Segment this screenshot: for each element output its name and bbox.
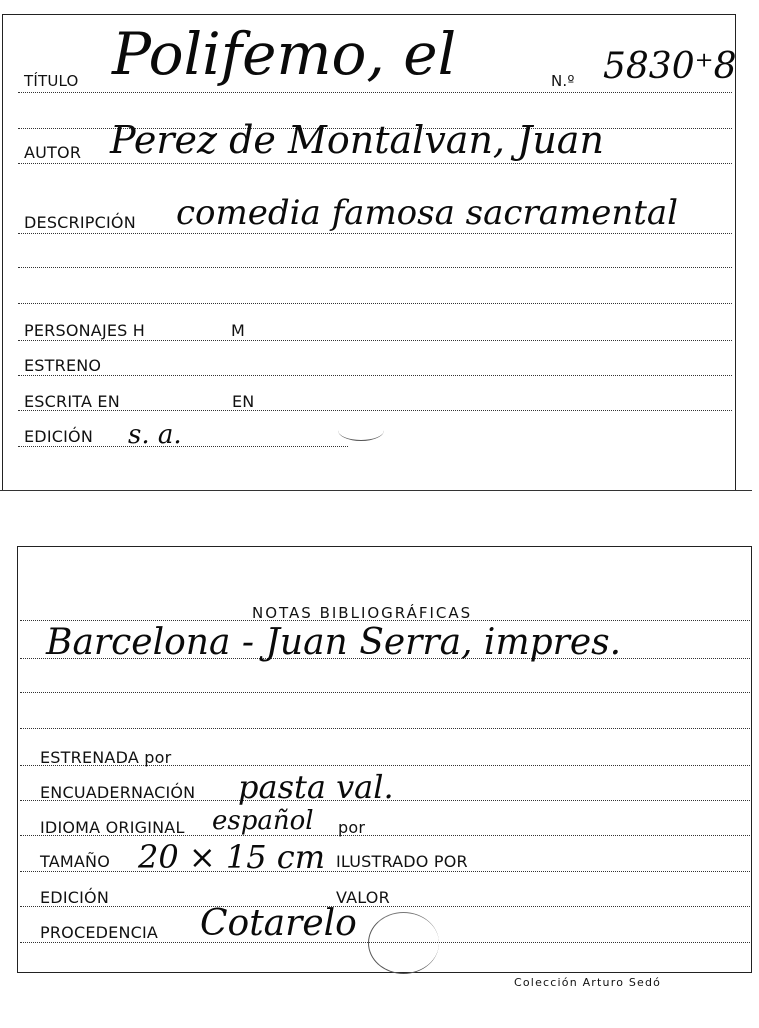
notas-value: Barcelona - Juan Serra, impres. — [46, 622, 622, 663]
valor-label: VALOR — [336, 888, 390, 907]
ilustrado-label: ILUSTRADO POR — [336, 852, 468, 871]
edicion-label: EDICIÓN — [24, 427, 94, 446]
rule-line — [18, 303, 732, 304]
rule-line — [18, 92, 732, 93]
idioma-label: IDIOMA ORIGINAL — [40, 818, 185, 837]
encuadernacion-value: pasta val. — [238, 768, 394, 806]
autor-value: Perez de Montalvan, Juan — [110, 118, 604, 162]
rule-line — [20, 871, 750, 872]
idioma-por-label: por — [338, 818, 366, 837]
procedencia-label: PROCEDENCIA — [40, 923, 159, 942]
tamano-label: TAMAÑO — [40, 852, 110, 871]
autor-label: AUTOR — [24, 143, 82, 162]
estreno-label: ESTRENO — [24, 356, 102, 375]
rule-line — [20, 728, 750, 729]
edicion-label: EDICIÓN — [40, 888, 110, 907]
rule-line — [18, 446, 348, 447]
titulo-label: TÍTULO — [24, 72, 79, 90]
numero-label: N.º — [551, 72, 575, 90]
rule-line — [20, 692, 750, 693]
rule-line — [18, 375, 732, 376]
notas-heading: NOTAS BIBLIOGRÁFICAS — [252, 604, 473, 622]
escrita-label: ESCRITA EN — [24, 392, 120, 411]
procedencia-value: Cotarelo — [200, 903, 357, 944]
personajes-label: PERSONAJES H — [24, 321, 146, 340]
personajes-m-label: M — [231, 321, 246, 340]
tamano-value: 20 × 15 cm — [138, 838, 326, 876]
numero-value: 5830⁺8 — [603, 46, 737, 87]
rule-line — [18, 340, 732, 341]
scribble-mark — [368, 912, 439, 974]
rule-line — [18, 410, 732, 411]
titulo-value: Polifemo, el — [112, 20, 457, 88]
descripcion-label: DESCRIPCIÓN — [24, 213, 136, 232]
descripcion-value: comedia famosa sacramental — [176, 193, 679, 233]
rule-line — [18, 233, 732, 234]
encuadernacion-label: ENCUADERNACIÓN — [40, 783, 196, 802]
estrenada-label: ESTRENADA por — [40, 748, 172, 767]
rule-line — [18, 163, 732, 164]
edicion-value: s. a. — [128, 420, 182, 450]
collection-stamp: Colección Arturo Sedó — [514, 976, 662, 989]
idioma-value: español — [212, 806, 314, 836]
card-separator — [0, 490, 752, 491]
rule-line — [18, 267, 732, 268]
scribble-mark — [338, 420, 384, 441]
escrita-en-label: EN — [232, 392, 255, 411]
